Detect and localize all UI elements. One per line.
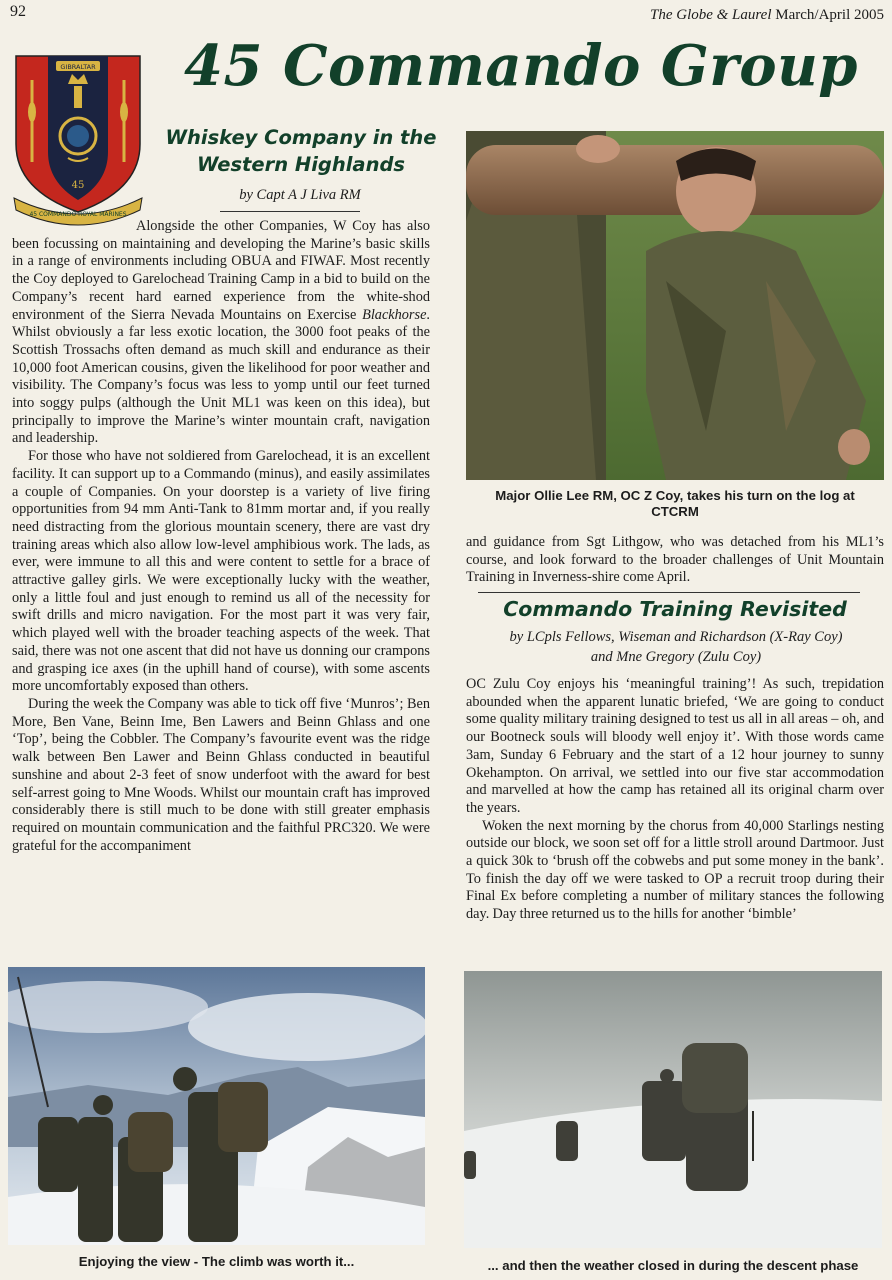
article1-paragraph-1: Alongside the other Companies, W Coy has also been focussing on maintaining and developing the Marine’s basic skills in a range of environments including OBUA and FIWAF. Most recently the Coy deployed to Garelochead Training Camp in a bid to build on the Company’s recent hard earned experience from the white-shod environment of the Sierra Nevada Mountains on Exercise Blackhorse. Whilst obviously a far less exotic location, the 3000 foot peaks of the Scottish Trossachs often demand as much skill and endurance as their 10,000 foot American cousins, given the likelihood for poor weather and visibility. The Company’s focus was less to yomp until our feet turned into soggy pulps (although the Unit ML1 was keen on this idea), but principally to improve the Marine’s winter mountain craft, navigation and leadership.	[12, 218, 431, 447]
crest-number: 45	[71, 180, 85, 191]
article2-body	[466, 676, 884, 924]
weather-photo-caption: ... and then the weather closed in during the descent phase	[487, 1258, 859, 1273]
section-rule	[478, 592, 860, 593]
article1-body	[12, 218, 430, 855]
page-number: 92	[10, 3, 26, 20]
page-title: 45 Commando Group	[184, 33, 858, 99]
section-byline-line1: by LCpls Fellows, Wiseman and Richardson (X-Ray Coy)	[509, 629, 843, 645]
snowstorm-photo	[464, 971, 882, 1248]
article-title	[146, 124, 456, 178]
byline-rule	[220, 211, 360, 212]
section-title: Commando Training Revisited	[503, 597, 847, 621]
article1-paragraph-3: During the week the Company was able to tick off five ‘Munros’; Ben More, Ben Vane, Beinn Ime, Ben Lawers and Beinn Ghlass and one ‘Top’, being the Cobbler. The Company’s favourite event was the ridge walk between Ben Lawer and Beinn Ghlass conducted in beautiful sunshine and about 2-3 feet of snow underfoot with the award for best self-arrest going to Mne Woods. Whilst our mountain craft has improved considerably there is still much to be done with still greater emphasis required on mountain communication and the faithful PRC320. We were grateful for the accompaniment	[12, 695, 430, 854]
log-carry-photo	[466, 131, 884, 480]
article-byline: by Capt A J Liva RM	[239, 187, 361, 203]
log-photo-caption: Major Ollie Lee RM, OC Z Coy, takes his turn on the log at CTCRM	[495, 488, 855, 519]
publication-name: The Globe & Laurel	[649, 7, 772, 23]
section-byline	[466, 627, 886, 667]
article1-paragraph-2: For those who have not soldiered from Garelochead, it is an excellent facility. It can support up to a Commando (minus), and easily assimilates a couple of Companies. On your doorstep is a variety of live firing opportunities from 94 mm Anti-Tank to 81mm mortar and, if you really need distracting from the glorious mountain scenery, there are vast dry training areas which also allow low-level amphibious work. The lads, as ever, were immune to all this and were content to settle for a brace of attractive galley girls. We were exceptionally lucky with the weather, only a little foul and just enough to remind us all of the necessity for swift drills and micro navigation. For the most part it was very fair, which played well with the broader teaching aspects of the week. That said, there was not one ascent that did not have us donning our crampons and grasping ice axes (in the uphill hand of course), with some ascents more uncomfortably exposed than others.	[12, 448, 430, 695]
regimental-crest	[12, 52, 144, 228]
article-title-line1: Whiskey Company in the	[165, 126, 437, 149]
mountain-view-photo	[8, 967, 425, 1245]
article2-paragraph-1: OC Zulu Coy enjoys his ‘meaningful training’! As such, trepidation abounded when the apparent lunatic briefed, ‘We are going to conduct some quality military training designed to test us all in all areas – oh, and our Bootneck souls will bloody well enjoy it’. With those words came 3am, Sunday 6 February and the start of a 12 hour journey to sunny Okehampton. On arrival, we settled into our five star accommodation and marvelled at how the camp has retained all its original charm over the years.	[466, 676, 884, 816]
issue-date: March/April 2005	[775, 7, 884, 23]
view-photo-caption: Enjoying the view - The climb was worth it...	[78, 1254, 355, 1269]
article1-continuation-text: and guidance from Sgt Lithgow, who was detached from his ML1’s course, and look forward to the broader challenges of Unit Mountain Training in Inverness-shire come April.	[466, 534, 884, 586]
masthead	[650, 7, 884, 24]
section-byline-line2: and Mne Gregory (Zulu Coy)	[590, 649, 762, 665]
crest-motto: GIBRALTAR	[60, 63, 96, 71]
article-title-line2: Western Highlands	[196, 153, 406, 176]
article1-continuation	[466, 534, 884, 587]
crest-scroll: 45 COMMANDO ROYAL MARINES	[29, 211, 127, 218]
article2-paragraph-2: Woken the next morning by the chorus from 40,000 Starlings nesting outside our block, we soon set off for a little stroll around Dartmoor. Just a quick 30k to ‘brush off the cobwebs and put some money in the bank’. To finish the day off we were tasked to OP a recruit troop during their Final Ex before completing a number of military stances the following day. Day three returned us to the hills for another ‘bimble’	[466, 817, 884, 923]
